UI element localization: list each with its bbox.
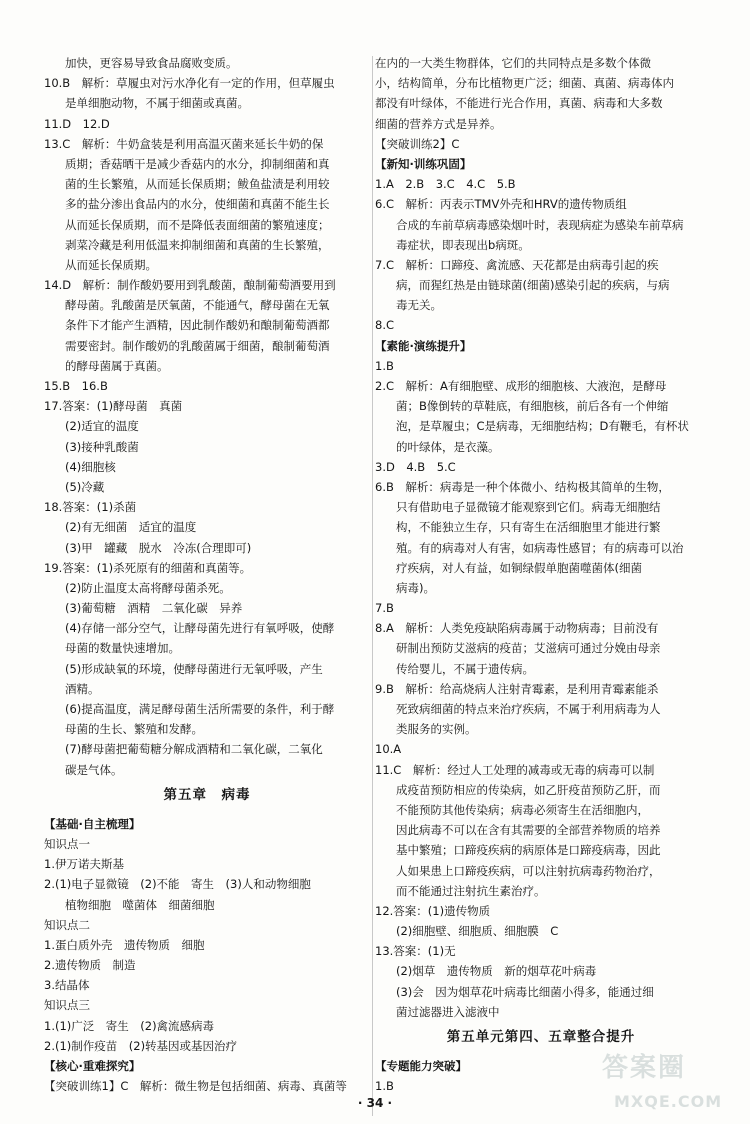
text-line: 而不能通过注射抗生素治疗。 bbox=[396, 883, 546, 898]
text-line: (2)防止温度太高将酵母菌杀死。 bbox=[65, 580, 231, 595]
section-heading: 【基础·自主梳理】 bbox=[44, 816, 141, 831]
text-line: 菌的生长繁殖，从而延长保质期；鲅鱼盐渍是利用较 bbox=[65, 177, 330, 192]
text-line: 2.遗传物质 制造 bbox=[44, 958, 136, 973]
text-line: 11.C 解析：经过人工处理的减毒或无毒的病毒可以制 bbox=[375, 762, 655, 777]
text-line: (2)有无细菌 适宜的温度 bbox=[65, 520, 197, 535]
text-line: (5)形成缺氧的环境，使酵母菌进行无氧呼吸，产生 bbox=[65, 661, 323, 676]
text-line: 19.答案：(1)杀死原有的细菌和真菌等。 bbox=[44, 560, 252, 575]
text-line: 10.A bbox=[375, 742, 402, 757]
text-line: 传给婴儿，不属于遗传病。 bbox=[396, 661, 534, 676]
text-line: 人如果患上口蹄疫疾病，可以注射抗病毒药物治疗， bbox=[396, 863, 661, 878]
text-line: 构，不能独立生存，只有寄生在活细胞里才能进行繁 bbox=[396, 520, 661, 535]
text-line: 殖。有的病毒对人有害，如病毒性感冒；有的病毒可以治 bbox=[396, 540, 684, 555]
page-number: · 34 · bbox=[357, 1096, 393, 1110]
text-line: 植物细胞 噬菌体 细菌细胞 bbox=[65, 897, 215, 912]
text-line: 母菌的生长、繁殖和发酵。 bbox=[65, 722, 203, 737]
watermark-url: MXQE.COM bbox=[614, 1092, 723, 1111]
text-line: 毒症状，即表现出b病斑。 bbox=[396, 237, 530, 252]
text-line: 毒无关。 bbox=[396, 298, 442, 313]
text-line: 15.B 16.B bbox=[44, 379, 108, 393]
text-line: 8.C bbox=[375, 318, 395, 333]
text-line: 13.C 解析：牛奶盒装是利用高温灭菌来延长牛奶的保 bbox=[44, 136, 324, 151]
text-line: 的叶绿体，是衣藻。 bbox=[396, 439, 500, 454]
text-line: 剥菜冷藏是利用低温来抑制细菌和真菌的生长繁殖， bbox=[65, 237, 330, 252]
text-line: 10.B 解析：草履虫对污水净化有一定的作用，但草履虫 bbox=[44, 76, 335, 91]
left-column bbox=[44, 53, 370, 1096]
text-line: 1.A 2.B 3.C 4.C 5.B bbox=[375, 177, 516, 192]
section-heading: 【核心·重难探究】 bbox=[44, 1059, 141, 1073]
text-line: 碳是气体。 bbox=[65, 762, 123, 777]
watermark-text: 答案圈 bbox=[602, 1053, 687, 1083]
text-line: 2.(1)电子显微镜 (2)不能 寄生 (3)人和动物细胞 bbox=[44, 877, 311, 892]
text-line: 酵母菌。乳酸菌是厌氧菌，不能通气，酵母菌在无氧 bbox=[65, 298, 330, 313]
text-line: 1.(1)广泛 寄生 (2)禽流感病毒 bbox=[44, 1018, 215, 1033]
text-line: 细菌的营养方式是异养。 bbox=[375, 116, 502, 131]
text-line: 7.C 解析：口蹄疫、禽流感、天花都是由病毒引起的疾 bbox=[375, 257, 659, 272]
text-line: 18.答案：(1)杀菌 bbox=[44, 500, 137, 515]
text-line: (4)细胞核 bbox=[65, 459, 116, 474]
text-line: 2.(1)制作疫苗 (2)转基因或基因治疗 bbox=[44, 1038, 238, 1053]
text-line: 疗疾病，对人有益，如铜绿假单胞菌噬菌体(细菌 bbox=[396, 560, 642, 575]
text-line: 质期；香菇晒干是减少香菇内的水分，抑制细菌和真 bbox=[65, 156, 330, 171]
text-line: 加快，更容易导致食品腐败变质。 bbox=[65, 56, 238, 70]
text-line: 1.蛋白质外壳 遗传物质 细胞 bbox=[44, 937, 205, 952]
text-line: 6.B 解析：病毒是一种个体微小、结构极其简单的生物， bbox=[375, 479, 670, 494]
text-line: 3.结晶体 bbox=[44, 978, 90, 993]
text-line: 8.A 解析：人类免疫缺陷病毒属于动物病毒；目前没有 bbox=[375, 621, 659, 636]
section-heading: 【素能·演练提升】 bbox=[375, 338, 472, 353]
text-line: 1.B bbox=[375, 358, 394, 373]
text-line: 病，而猩红热是由链球菌(细菌)感染引起的疾病，与病 bbox=[396, 278, 670, 293]
text-line: (3)会 因为烟草花叶病毒比细菌小得多，能通过细 bbox=[396, 984, 654, 999]
text-line: 在内的一大类生物群体，它们的共同特点是多数个体微 bbox=[375, 56, 651, 70]
text-line: 11.D 12.D bbox=[44, 116, 110, 131]
text-line: 不能预防其他传染病；病毒必须寄生在活细胞内， bbox=[396, 802, 649, 817]
text-line: (3)甲 罐藏 脱水 冷冻(合理即可) bbox=[65, 540, 252, 555]
text-line: 死致病细菌的特点来治疗疾病，不属于利用病毒为人 bbox=[396, 702, 661, 716]
section-heading: 【专题能力突破】 bbox=[375, 1059, 467, 1073]
text-line: 1.B bbox=[375, 1079, 394, 1094]
text-line: 基中繁殖；口蹄疫疾病的病原体是口蹄疫病毒，因此 bbox=[396, 843, 661, 858]
text-line: 因此病毒不可以在含有其需要的全部营养物质的培养 bbox=[396, 823, 661, 838]
text-line: 成疫苗预防相应的传染病，如乙肝疫苗预防乙肝，而 bbox=[396, 782, 661, 797]
text-line: 从而延长保质期。 bbox=[65, 257, 157, 272]
text-line: 知识点三 bbox=[44, 998, 90, 1013]
text-line: (5)冷藏 bbox=[65, 479, 105, 494]
text-line: 2.C 解析：A有细胞壁、成形的细胞核、大液泡，是酵母 bbox=[375, 379, 667, 393]
text-line: 3.D 4.B 5.C bbox=[375, 459, 456, 474]
right-column bbox=[375, 53, 707, 1096]
text-line: 小，结构简单，分布比植物更广泛；细菌、真菌、病毒体内 bbox=[375, 76, 674, 91]
text-line: (2)细胞壁、细胞质、细胞膜 C bbox=[396, 924, 559, 939]
text-line: 条件下才能产生酒精，因此制作酸奶和酿制葡萄酒都 bbox=[65, 318, 330, 333]
text-line: 14.D 解析：制作酸奶要用到乳酸菌，酿制葡萄酒要用到 bbox=[44, 278, 336, 293]
text-line: 泡，是草履虫；C是病毒，无细胞结构；D有鞭毛，有杯状 bbox=[396, 419, 689, 434]
text-line: (3)葡萄糖 酒精 二氧化碳 异养 bbox=[65, 601, 243, 616]
chapter-heading: 第五章 病毒 bbox=[163, 786, 251, 803]
text-line: 合成的车前草病毒感染烟叶时，表现病症为感染车前草病 bbox=[396, 217, 684, 232]
text-line: 多的盐分渗出食品内的水分，使细菌和真菌不能生长 bbox=[65, 197, 330, 212]
column-divider bbox=[372, 56, 373, 1116]
text-line: 的酵母菌属于真菌。 bbox=[65, 358, 169, 373]
text-line: 是单细胞动物，不属于细菌或真菌。 bbox=[65, 96, 249, 111]
text-line: 只有借助电子显微镜才能观察到它们。病毒无细胞结 bbox=[396, 500, 661, 515]
text-line: 知识点二 bbox=[44, 917, 90, 932]
text-line: 9.B 解析：给高烧病人注射青霉素，是利用青霉素能杀 bbox=[375, 681, 659, 696]
text-line: 类服务的实例。 bbox=[396, 722, 477, 737]
text-line: 都没有叶绿体，不能进行光合作用，真菌、病毒和大多数 bbox=[375, 96, 663, 111]
text-line: 菌；B像倒转的草鞋底，有细胞核，前后各有一个伸缩 bbox=[396, 399, 669, 414]
watermark-logo bbox=[590, 1053, 740, 1116]
text-line: (2)适宜的温度 bbox=[65, 419, 139, 434]
text-line: (4)存储一部分空气，让酵母菌先进行有氧呼吸，使酵 bbox=[65, 621, 335, 636]
text-line: 12.答案：(1)遗传物质 bbox=[375, 903, 491, 918]
text-line: (7)酵母菌把葡萄糖分解成酒精和二氧化碳，二氧化 bbox=[65, 742, 323, 757]
text-line: 从而延长保质期，而不是降低表面细菌的繁殖速度； bbox=[65, 217, 330, 232]
text-line: (3)接种乳酸菌 bbox=[65, 439, 139, 454]
text-line: 病毒)。 bbox=[396, 580, 435, 595]
text-line: 研制出预防艾滋病的疫苗；艾滋病可通过分娩由母亲 bbox=[396, 641, 661, 656]
text-line: 17.答案：(1)酵母菌 真菌 bbox=[44, 399, 183, 414]
text-line: 6.C 解析：丙表示TMV外壳和HRV的遗传物质组 bbox=[375, 197, 627, 212]
text-line: (2)烟草 遗传物质 新的烟草花叶病毒 bbox=[396, 964, 597, 979]
text-line: 1.伊万诺夫斯基 bbox=[44, 857, 124, 872]
text-line: 酒精。 bbox=[65, 681, 100, 696]
text-line: 13.答案：(1)无 bbox=[375, 944, 456, 959]
text-line: 【突破训练2】C bbox=[375, 136, 460, 151]
text-line: 【突破训练1】C 解析：微生物是包括细菌、病毒、真菌等 bbox=[44, 1079, 347, 1094]
text-line: 知识点一 bbox=[44, 836, 90, 851]
chapter-heading: 第五单元第四、五章整合提升 bbox=[446, 1029, 636, 1045]
text-line: 7.B bbox=[375, 601, 394, 616]
text-line: (6)提高温度，满足酵母菌生活所需要的条件，利于酵 bbox=[65, 702, 335, 716]
section-heading: 【新知·训练巩固】 bbox=[375, 156, 472, 171]
text-line: 需要密封。制作酸奶的乳酸菌属于细菌，酿制葡萄酒 bbox=[65, 338, 330, 353]
text-line: 菌过滤器进入滤液中 bbox=[396, 1004, 500, 1019]
text-line: 母菌的数量快速增加。 bbox=[65, 641, 180, 656]
